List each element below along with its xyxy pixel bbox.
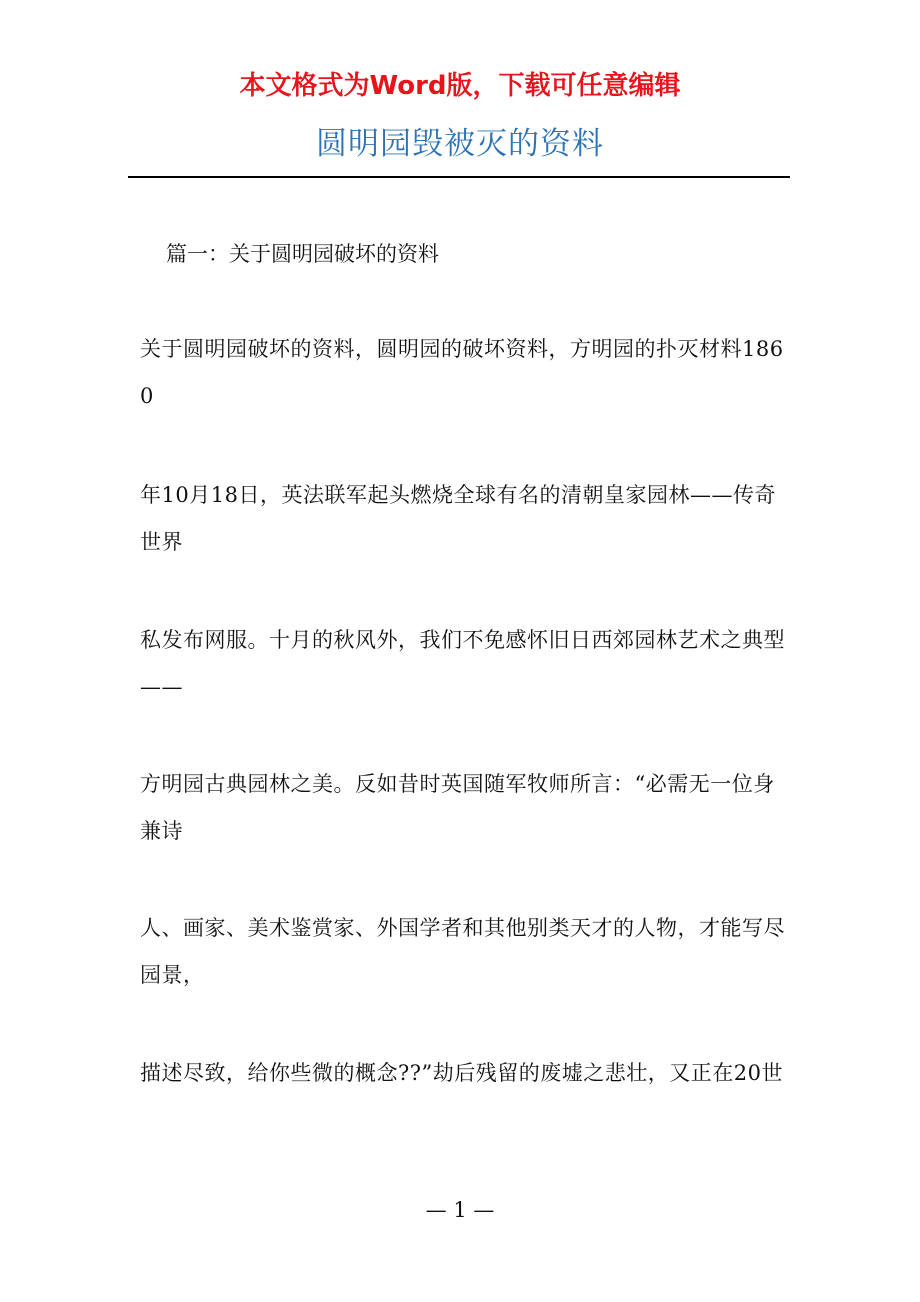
title-underline-rule xyxy=(128,176,790,178)
section-heading: 篇一：关于圆明园破坏的资料 xyxy=(166,242,439,266)
format-banner: 本文格式为Word版，下载可任意编辑 xyxy=(239,71,681,101)
body-paragraph-5: 人、画家、美术鉴赏家、外国学者和其他别类天才的人物，才能写尽园景， xyxy=(140,916,785,987)
page-number: — 1 — xyxy=(425,1198,495,1222)
body-paragraph-6: 描述尽致，给你些微的概念??”劫后残留的废墟之悲壮，又正在20世 xyxy=(140,1061,783,1085)
body-paragraph-3: 私发布网服。十月的秋风外，我们不免感怀旧日西郊园林艺术之典型—— xyxy=(140,628,785,699)
body-paragraph-1: 关于圆明园破坏的资料，圆明园的破坏资料，方明园的扑灭材料1860 xyxy=(140,337,784,408)
body-paragraph-4: 方明园古典园林之美。反如昔时英国随军牧师所言：“必需无一位身兼诗 xyxy=(140,772,775,843)
body-paragraph-2: 年10月18日，英法联军起头燃烧全球有名的清朝皇家园林——传奇世界 xyxy=(140,483,776,554)
document-title: 圆明园毁被灭的资料 xyxy=(316,126,604,162)
